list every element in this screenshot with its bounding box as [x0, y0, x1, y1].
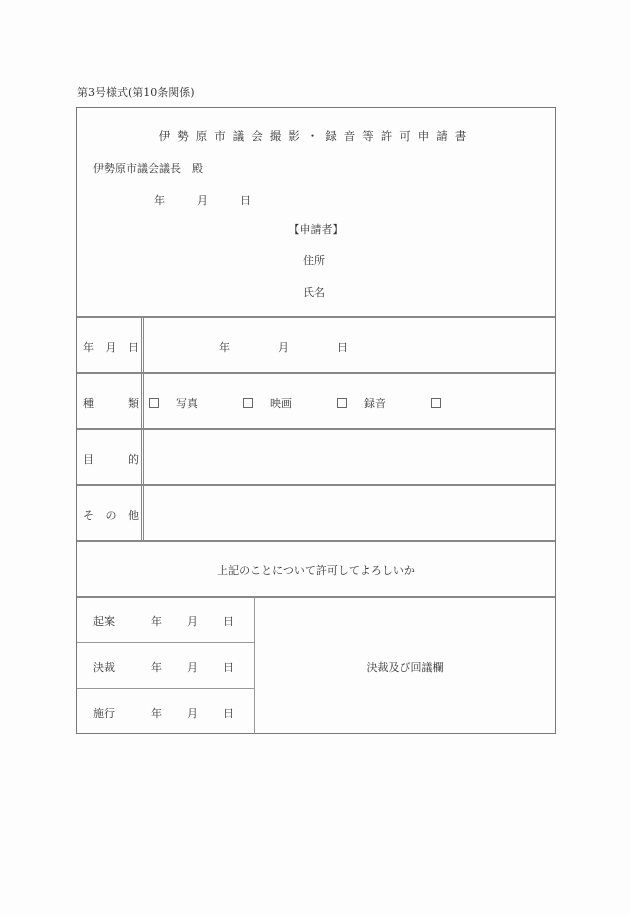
divider — [77, 316, 555, 318]
application-form — [76, 107, 556, 734]
checkbox-photo[interactable] — [149, 398, 159, 408]
application-date[interactable] — [154, 192, 251, 208]
label-column-divider — [141, 317, 144, 541]
option-film-label: 映画 — [270, 397, 292, 410]
year-label: 年 — [154, 194, 165, 207]
form-number: 第3号様式(第10条関係) — [77, 86, 195, 99]
divider — [77, 688, 254, 689]
form-title: 伊勢原市議会撮影・録音等許可申請書 — [158, 129, 474, 143]
type-row-label: 種 類 — [83, 397, 139, 410]
addressee: 伊勢原市議会議長 殿 — [93, 162, 203, 175]
purpose-row-label: 目 的 — [83, 453, 139, 466]
approval-row-enforcement[interactable]: 施行 年 月 日 — [93, 707, 234, 720]
option-audio-label: 録音 — [364, 397, 386, 410]
checkbox-film[interactable] — [243, 398, 253, 408]
option-photo-label: 写真 — [176, 397, 198, 410]
divider — [77, 596, 555, 598]
approval-question: 上記のことについて許可してよろしいか — [217, 564, 415, 577]
day-label: 日 — [240, 194, 251, 207]
checkbox-other[interactable] — [431, 398, 441, 408]
divider — [77, 540, 555, 542]
applicant-name-label: 氏名 — [303, 286, 325, 299]
approval-row-decision[interactable]: 決裁 年 月 日 — [93, 661, 234, 674]
applicant-heading: 【申請者】 — [288, 223, 344, 236]
date-row-label: 年 月 日 — [83, 341, 139, 354]
divider — [77, 372, 555, 374]
month-label: 月 — [197, 194, 208, 207]
other-field[interactable] — [147, 486, 552, 538]
date-row-value[interactable]: 年 月 日 — [219, 341, 348, 354]
purpose-field[interactable] — [147, 430, 552, 482]
checkbox-audio[interactable] — [337, 398, 347, 408]
applicant-address-label: 住所 — [303, 254, 325, 267]
type-options — [149, 395, 441, 411]
approval-row-draft[interactable]: 起案 年 月 日 — [93, 615, 234, 628]
divider — [77, 642, 254, 643]
other-row-label: そ の 他 — [83, 509, 139, 522]
decision-column-label: 決裁及び回議欄 — [366, 661, 444, 674]
